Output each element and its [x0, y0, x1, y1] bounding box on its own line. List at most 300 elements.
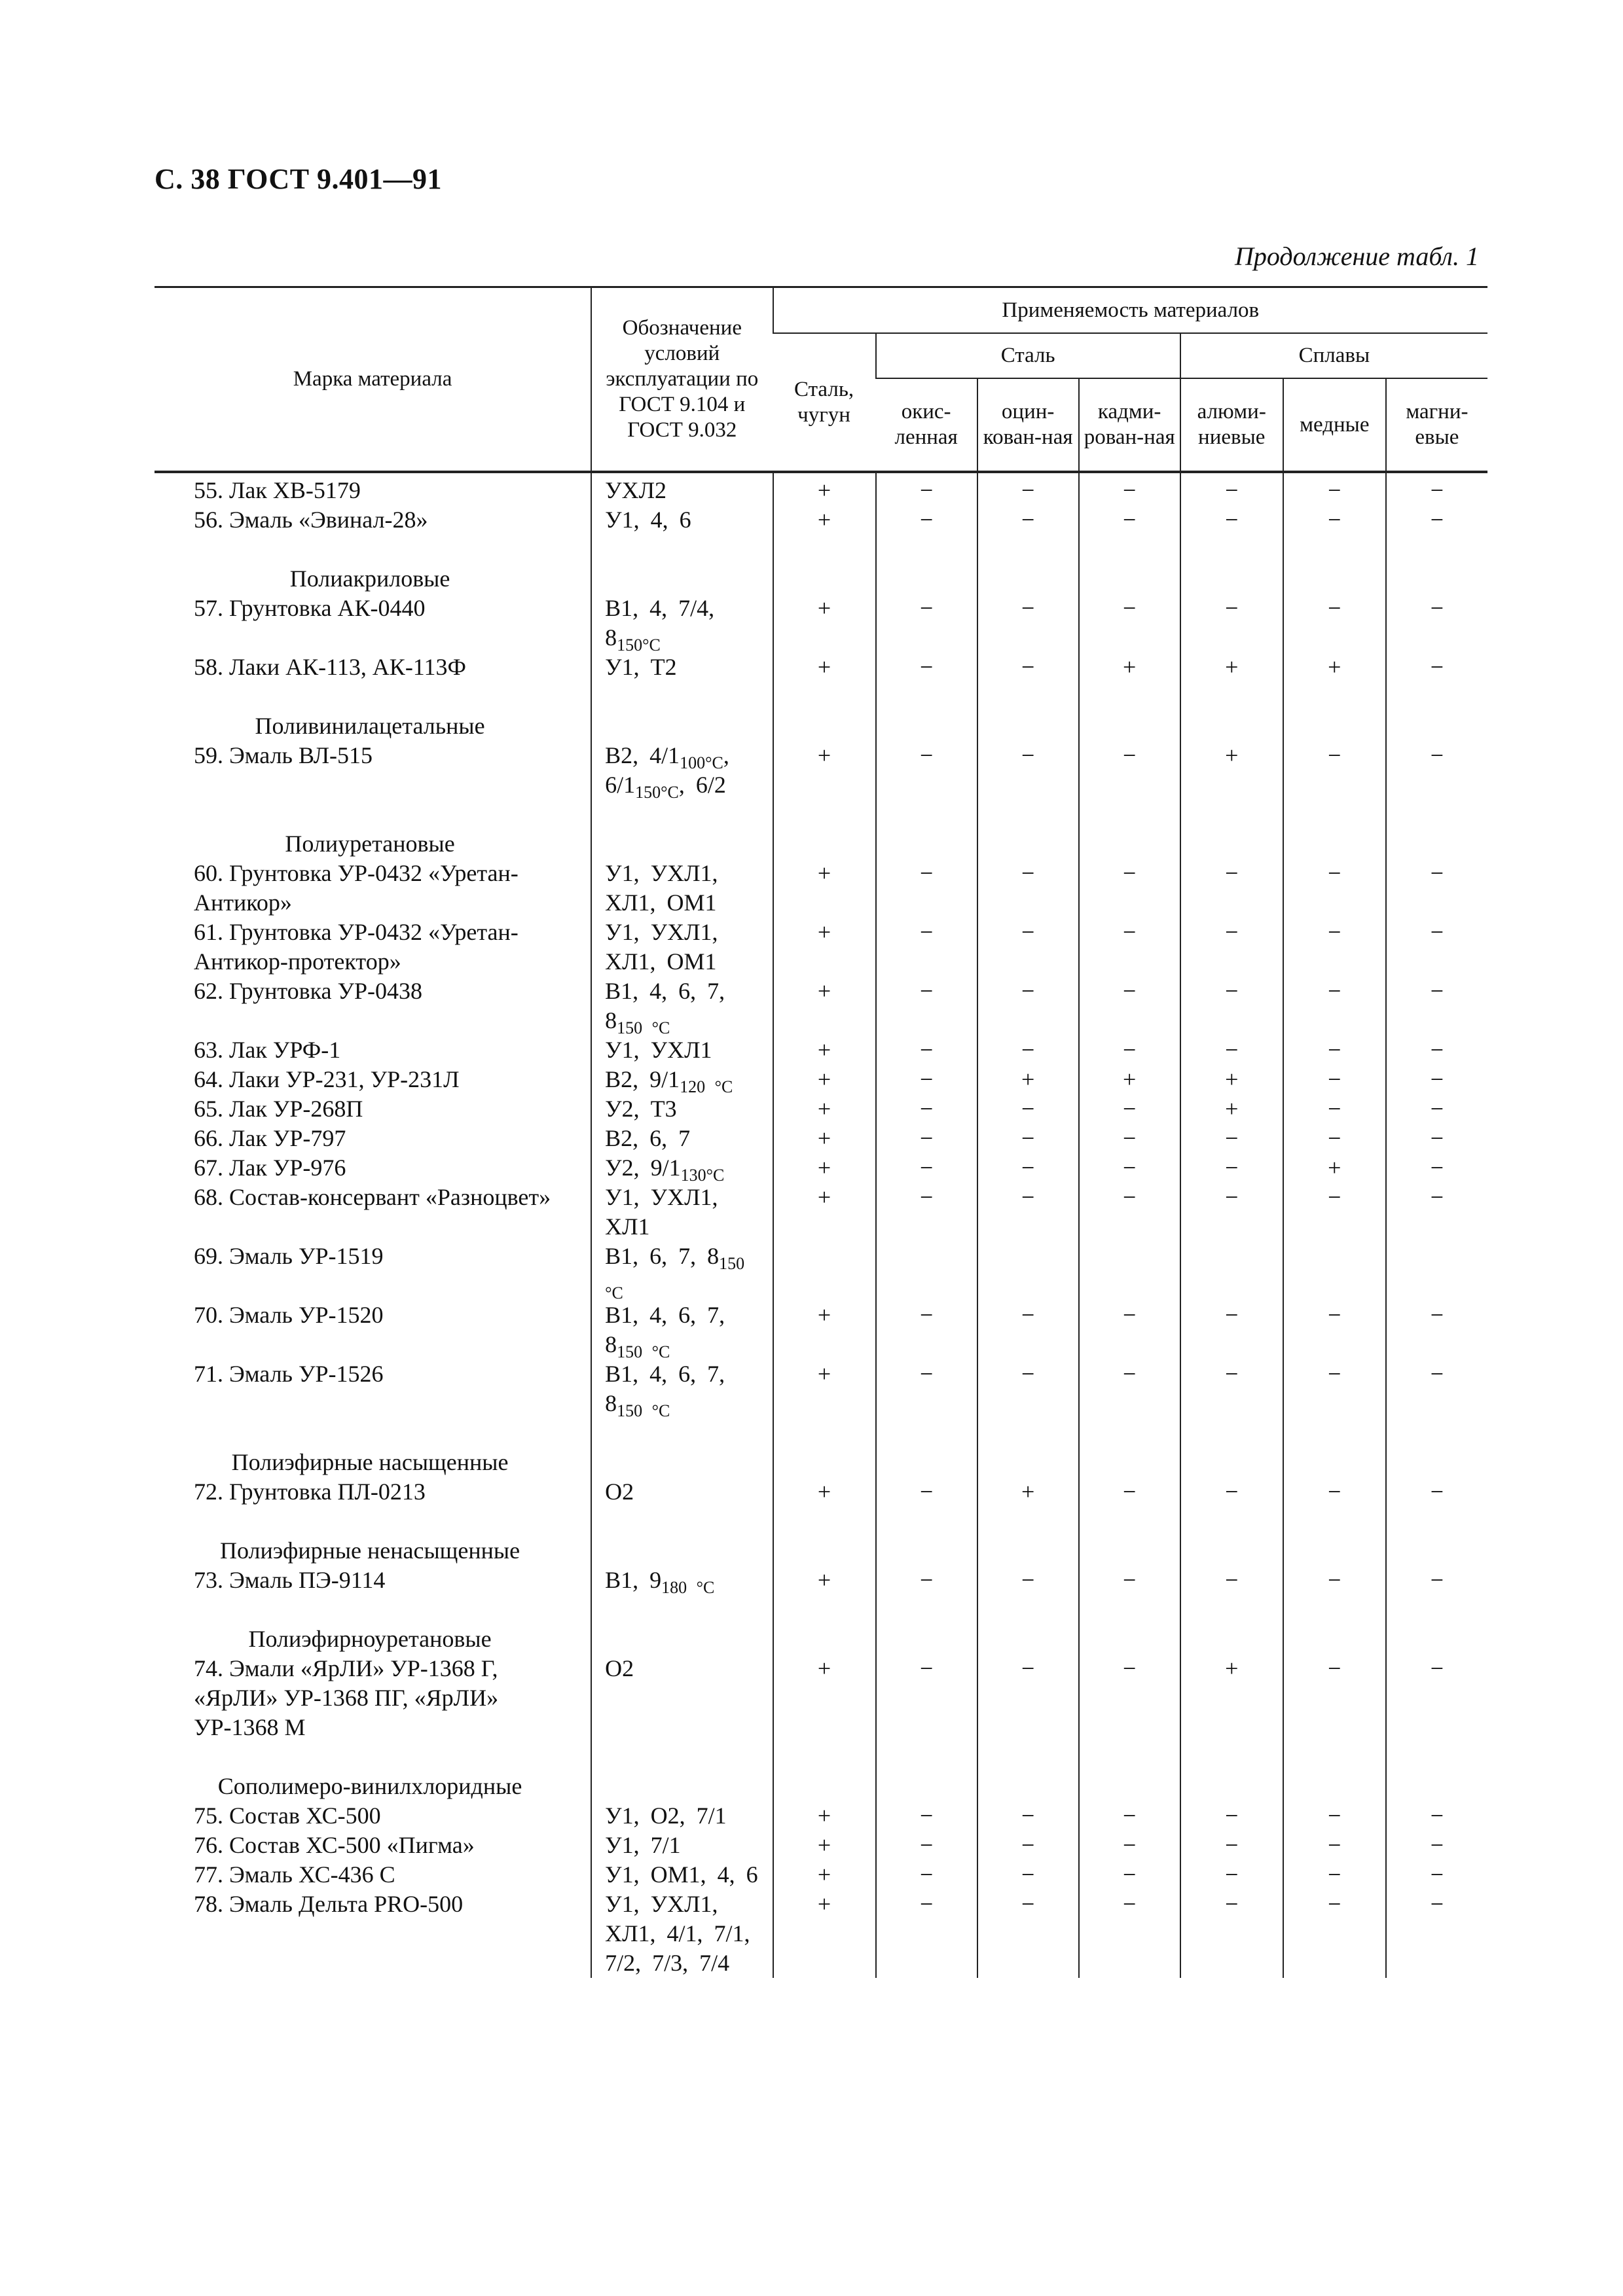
applicability-mark: −	[876, 1300, 977, 1359]
condition-subscript: 120 °C	[680, 1077, 733, 1096]
group-title: Поливинилацетальные	[255, 713, 485, 739]
condition-subscript: 150 °C	[617, 1342, 670, 1361]
applicability-mark: +	[1180, 741, 1283, 800]
applicability-mark	[773, 1242, 876, 1300]
applicability-mark: −	[977, 1300, 1079, 1359]
applicability-mark: −	[1180, 1831, 1283, 1860]
applicability-mark: −	[977, 918, 1079, 977]
applicability-mark: +	[773, 1801, 876, 1831]
applicability-mark: −	[1386, 1477, 1487, 1507]
conditions-cell	[591, 1477, 773, 1507]
applicability-mark: +	[1283, 653, 1386, 682]
material-name: 70. Эмаль УР-1520	[194, 1302, 384, 1328]
applicability-mark: −	[1386, 1065, 1487, 1094]
applicability-mark: −	[977, 1801, 1079, 1831]
material-name: 61. Грунтовка УР-0432 «Уретан-Антикор-протектор»	[194, 919, 519, 975]
applicability-mark: −	[1079, 1831, 1180, 1860]
applicability-mark: −	[1386, 1153, 1487, 1183]
applicability-mark: +	[773, 1566, 876, 1595]
applicability-mark: −	[876, 1890, 977, 1978]
table-row	[155, 1035, 1487, 1065]
applicability-mark: −	[1079, 1654, 1180, 1742]
applicability-mark: +	[773, 1831, 876, 1860]
spacer-row	[155, 800, 1487, 829]
conditions-cell	[591, 1242, 773, 1300]
applicability-mark: −	[1386, 918, 1487, 977]
applicability-mark: −	[1079, 859, 1180, 918]
applicability-mark: −	[977, 1831, 1079, 1860]
material-name: 77. Эмаль ХС-436 С	[194, 1861, 395, 1888]
table-row	[155, 1831, 1487, 1860]
applicability-mark: −	[1386, 1183, 1487, 1242]
col-steel-iron-header: Сталь, чугун	[773, 333, 876, 471]
condition-text: О2	[605, 1479, 634, 1505]
spacer-row	[155, 1418, 1487, 1448]
condition-text: У1, Т2	[605, 654, 677, 680]
applicability-mark: −	[1283, 977, 1386, 1035]
applicability-mark: −	[876, 977, 977, 1035]
applicability-mark: −	[1386, 505, 1487, 535]
applicability-mark: −	[1283, 1183, 1386, 1242]
spacer-row	[155, 1595, 1487, 1624]
applicability-mark: −	[1386, 1094, 1487, 1124]
group-title: Полиэфирные ненасыщенные	[220, 1537, 520, 1564]
table-row	[155, 476, 1487, 505]
table-row	[155, 1153, 1487, 1183]
applicability-mark: −	[876, 1654, 977, 1742]
applicability-mark: −	[1079, 1359, 1180, 1418]
conditions-cell	[591, 918, 773, 977]
applicability-mark: −	[1079, 1300, 1180, 1359]
applicability-mark: +	[773, 476, 876, 505]
condition-text: У1, УХЛ1	[605, 1037, 712, 1063]
condition-text: В2, 6, 7	[605, 1125, 691, 1151]
applicability-mark: −	[1180, 1300, 1283, 1359]
applicability-mark: −	[1283, 859, 1386, 918]
applicability-mark: +	[773, 977, 876, 1035]
applicability-mark	[1283, 1242, 1386, 1300]
table-row	[155, 1801, 1487, 1831]
applicability-mark: −	[1283, 741, 1386, 800]
applicability-mark: +	[977, 1065, 1079, 1094]
conditions-cell	[591, 1654, 773, 1742]
applicability-mark: −	[1386, 741, 1487, 800]
applicability-mark: −	[977, 594, 1079, 653]
applicability-mark: −	[1386, 1124, 1487, 1153]
group-title: Полиэфирноуретановые	[248, 1626, 492, 1652]
applicability-mark: −	[1180, 1801, 1283, 1831]
applicability-mark: −	[876, 505, 977, 535]
group-row	[155, 1448, 1487, 1477]
applicability-mark: −	[1079, 1153, 1180, 1183]
materials-table	[155, 286, 1487, 1978]
condition-subscript: 150°C	[617, 636, 661, 655]
applicability-mark: −	[1283, 918, 1386, 977]
table-continuation-note: Продолжение табл. 1	[1234, 242, 1479, 271]
material-name: 55. Лак ХВ-5179	[194, 477, 361, 503]
material-name: 69. Эмаль УР-1519	[194, 1243, 384, 1269]
conditions-cell	[591, 1065, 773, 1094]
conditions-cell	[591, 505, 773, 535]
spacer-row	[155, 682, 1487, 711]
applicability-mark: −	[977, 505, 1079, 535]
condition-text: В1, 4, 6, 7, 8	[605, 1302, 725, 1357]
applicability-mark: −	[876, 1035, 977, 1065]
table-row	[155, 505, 1487, 535]
material-name: 73. Эмаль ПЭ-9114	[194, 1567, 386, 1593]
condition-text: В1, 4, 6, 7, 8	[605, 1361, 725, 1416]
applicability-mark: −	[1079, 1566, 1180, 1595]
applicability-mark: −	[876, 653, 977, 682]
applicability-mark: −	[876, 1153, 977, 1183]
applicability-mark: −	[977, 1890, 1079, 1978]
applicability-mark: −	[1283, 1359, 1386, 1418]
applicability-mark: +	[773, 1153, 876, 1183]
conditions-cell	[591, 1153, 773, 1183]
applicability-mark: +	[773, 1477, 876, 1507]
condition-subscript: 150 °C	[617, 1401, 670, 1420]
applicability-mark: −	[1180, 476, 1283, 505]
material-name: 72. Грунтовка ПЛ-0213	[194, 1479, 426, 1505]
applicability-mark: −	[876, 1801, 977, 1831]
applicability-mark: −	[1386, 1654, 1487, 1742]
condition-subscript: 130°C	[680, 1166, 725, 1185]
applicability-mark: −	[1079, 1860, 1180, 1890]
table-row	[155, 1654, 1487, 1742]
condition-text: У2, 9/1	[605, 1155, 681, 1181]
group-title: Полиакриловые	[289, 565, 450, 592]
group-row	[155, 1772, 1487, 1801]
col-aluminum-header: алюми-ниевые	[1180, 378, 1283, 471]
applicability-mark: +	[1079, 653, 1180, 682]
table-row	[155, 1124, 1487, 1153]
conditions-cell	[591, 741, 773, 800]
group-row	[155, 564, 1487, 594]
material-name: 78. Эмаль Дельта PRO-500	[194, 1891, 464, 1917]
applicability-mark: −	[1180, 1035, 1283, 1065]
applicability-mark: −	[1283, 1654, 1386, 1742]
applicability-mark: −	[1283, 1890, 1386, 1978]
conditions-cell	[591, 1566, 773, 1595]
applicability-mark: +	[773, 1094, 876, 1124]
applicability-mark: +	[1079, 1065, 1180, 1094]
applicability-mark: −	[876, 1477, 977, 1507]
applicability-mark: −	[1386, 1035, 1487, 1065]
table-row	[155, 594, 1487, 653]
condition-text: У1, ОМ1, 4, 6	[605, 1861, 758, 1888]
condition-text: У1, УХЛ1, ХЛ1, ОМ1	[605, 919, 718, 975]
condition-text: УХЛ2	[605, 477, 666, 503]
col-magnesium-header: магни-евые	[1386, 378, 1487, 471]
applicability-mark: −	[977, 1860, 1079, 1890]
condition-subscript: 100°C	[680, 753, 723, 772]
applicability-mark: −	[1180, 1566, 1283, 1595]
condition-text: В2, 4/1	[605, 742, 680, 768]
conditions-cell	[591, 653, 773, 682]
applicability-mark: −	[1283, 594, 1386, 653]
group-title: Сополимеро-винилхлоридные	[217, 1773, 522, 1799]
applicability-mark: −	[1386, 1359, 1487, 1418]
table-row	[155, 741, 1487, 800]
applicability-mark: −	[876, 741, 977, 800]
applicability-mark: −	[1180, 1359, 1283, 1418]
applicability-mark: −	[876, 1860, 977, 1890]
applicability-mark: −	[1283, 1300, 1386, 1359]
applicability-mark: −	[977, 977, 1079, 1035]
applicability-mark: +	[773, 1183, 876, 1242]
table-row	[155, 1477, 1487, 1507]
table-row	[155, 653, 1487, 682]
condition-text: В1, 9	[605, 1567, 662, 1593]
applicability-mark: −	[876, 1831, 977, 1860]
applicability-mark: −	[1079, 476, 1180, 505]
applicability-mark: +	[773, 1035, 876, 1065]
applicability-mark: −	[1180, 505, 1283, 535]
conditions-cell	[591, 977, 773, 1035]
col-copper-header: медные	[1283, 378, 1386, 471]
spacer-row	[155, 535, 1487, 564]
condition-text: У1, УХЛ1, ХЛ1	[605, 1184, 718, 1240]
applicability-mark: −	[1386, 1801, 1487, 1831]
condition-text: У1, О2, 7/1	[605, 1803, 727, 1829]
applicability-mark: +	[1283, 1153, 1386, 1183]
col-steel-group-header: Сталь	[876, 333, 1180, 378]
applicability-mark: −	[1180, 1124, 1283, 1153]
table-row	[155, 1566, 1487, 1595]
applicability-mark: −	[1283, 1124, 1386, 1153]
applicability-mark: −	[977, 1183, 1079, 1242]
applicability-mark: +	[1180, 1065, 1283, 1094]
applicability-mark: +	[773, 1300, 876, 1359]
group-title: Полиэфирные насыщенные	[231, 1449, 509, 1475]
applicability-mark: −	[1386, 1566, 1487, 1595]
col-material-header: Марка материала	[155, 287, 591, 472]
group-row	[155, 829, 1487, 859]
table-body	[155, 476, 1487, 1978]
applicability-mark: −	[1283, 505, 1386, 535]
table-row	[155, 918, 1487, 977]
applicability-mark: +	[977, 1477, 1079, 1507]
applicability-mark: −	[1180, 1890, 1283, 1978]
applicability-mark: −	[1079, 1477, 1180, 1507]
applicability-mark: +	[773, 1890, 876, 1978]
applicability-mark: −	[1386, 1860, 1487, 1890]
applicability-mark: −	[1283, 1094, 1386, 1124]
applicability-mark: −	[977, 1124, 1079, 1153]
condition-text: В1, 4, 7/4, 8	[605, 595, 715, 651]
applicability-mark: −	[1283, 476, 1386, 505]
applicability-mark: −	[876, 1566, 977, 1595]
applicability-mark: −	[1180, 977, 1283, 1035]
page-header: С. 38 ГОСТ 9.401—91	[155, 163, 443, 195]
applicability-mark: −	[977, 1153, 1079, 1183]
conditions-cell	[591, 594, 773, 653]
spacer-row	[155, 1507, 1487, 1536]
applicability-mark: −	[1079, 505, 1180, 535]
applicability-mark: +	[773, 594, 876, 653]
material-name: 66. Лак УР-797	[194, 1125, 346, 1151]
conditions-cell	[591, 1359, 773, 1418]
material-name: 75. Состав ХС-500	[194, 1803, 381, 1829]
conditions-cell	[591, 1860, 773, 1890]
applicability-mark: −	[876, 1183, 977, 1242]
applicability-mark: +	[773, 1065, 876, 1094]
applicability-mark: +	[773, 505, 876, 535]
table-row	[155, 1065, 1487, 1094]
applicability-mark: −	[1079, 1124, 1180, 1153]
material-name: 67. Лак УР-976	[194, 1155, 346, 1181]
applicability-mark: −	[1079, 1094, 1180, 1124]
applicability-mark: −	[876, 859, 977, 918]
material-name: 74. Эмали «ЯрЛИ» УР-1368 Г, «ЯрЛИ» УР-1368 ПГ, «ЯрЛИ» УР-1368 М	[194, 1655, 499, 1740]
applicability-mark: −	[977, 1035, 1079, 1065]
table-row	[155, 1300, 1487, 1359]
condition-subscript: 150 °C	[617, 1018, 670, 1037]
group-row	[155, 1624, 1487, 1654]
col-conditions-header: Обозначение условий эксплуатации по ГОСТ 9.104 и ГОСТ 9.032	[591, 287, 773, 472]
conditions-cell	[591, 859, 773, 918]
condition-text: У1, УХЛ1, ХЛ1, 4/1, 7/1, 7/2, 7/3, 7/4	[605, 1891, 750, 1976]
conditions-cell	[591, 476, 773, 505]
condition-text: У1, 7/1	[605, 1832, 681, 1858]
applicability-mark: −	[1180, 1477, 1283, 1507]
applicability-mark: −	[1079, 1035, 1180, 1065]
applicability-mark: −	[1386, 653, 1487, 682]
conditions-cell	[591, 1094, 773, 1124]
applicability-mark: −	[1079, 594, 1180, 653]
applicability-mark: −	[876, 476, 977, 505]
applicability-mark: −	[1079, 1183, 1180, 1242]
applicability-mark: −	[1283, 1566, 1386, 1595]
conditions-cell	[591, 1831, 773, 1860]
col-applicability-header: Применяемость материалов	[773, 287, 1487, 334]
applicability-mark: +	[1180, 1094, 1283, 1124]
applicability-mark: +	[773, 1359, 876, 1418]
applicability-mark: −	[1386, 594, 1487, 653]
applicability-mark: −	[977, 1359, 1079, 1418]
condition-text: У2, Т3	[605, 1096, 677, 1122]
applicability-mark	[1079, 1242, 1180, 1300]
applicability-mark: +	[773, 918, 876, 977]
applicability-mark: −	[1386, 859, 1487, 918]
applicability-mark: −	[977, 741, 1079, 800]
applicability-mark: −	[1283, 1860, 1386, 1890]
conditions-cell	[591, 1300, 773, 1359]
condition-text: В1, 6, 7, 8	[605, 1243, 720, 1269]
condition-text: У1, УХЛ1, ХЛ1, ОМ1	[605, 860, 718, 916]
applicability-mark: −	[1386, 1831, 1487, 1860]
applicability-mark	[876, 1242, 977, 1300]
table-row	[155, 1890, 1487, 1978]
applicability-mark: −	[1386, 977, 1487, 1035]
col-alloys-group-header: Сплавы	[1180, 333, 1487, 378]
applicability-mark: −	[1180, 1860, 1283, 1890]
applicability-mark: −	[1180, 859, 1283, 918]
conditions-cell	[591, 1801, 773, 1831]
applicability-mark: −	[1180, 594, 1283, 653]
applicability-mark: −	[1079, 741, 1180, 800]
condition-text: , 6/2	[678, 772, 726, 798]
applicability-mark: −	[977, 476, 1079, 505]
applicability-mark: −	[876, 594, 977, 653]
condition-text: О2	[605, 1655, 634, 1681]
applicability-mark: −	[876, 1359, 977, 1418]
applicability-mark: +	[773, 1654, 876, 1742]
applicability-mark: −	[1386, 1300, 1487, 1359]
material-name: 64. Лаки УР-231, УР-231Л	[194, 1066, 460, 1092]
applicability-mark: −	[1180, 918, 1283, 977]
applicability-mark: −	[1386, 476, 1487, 505]
table-row	[155, 1094, 1487, 1124]
table-row	[155, 977, 1487, 1035]
group-row	[155, 711, 1487, 741]
material-name: 58. Лаки АК-113, АК-113Ф	[194, 654, 466, 680]
conditions-cell	[591, 1183, 773, 1242]
condition-subscript: 180 °C	[661, 1578, 715, 1597]
applicability-mark: −	[977, 1566, 1079, 1595]
conditions-cell	[591, 1890, 773, 1978]
material-name: 57. Грунтовка АК-0440	[194, 595, 426, 621]
condition-text: В1, 4, 6, 7, 8	[605, 978, 725, 1033]
applicability-mark: −	[876, 1065, 977, 1094]
applicability-mark: +	[773, 859, 876, 918]
material-name: 63. Лак УРФ-1	[194, 1037, 341, 1063]
table-row	[155, 1860, 1487, 1890]
material-name: 68. Состав-консервант «Разноцвет»	[194, 1184, 551, 1210]
applicability-mark: −	[977, 1654, 1079, 1742]
conditions-cell	[591, 1035, 773, 1065]
condition-text: , 6/1	[605, 742, 729, 798]
spacer-row	[155, 1742, 1487, 1772]
applicability-mark: −	[1180, 1153, 1283, 1183]
applicability-mark	[977, 1242, 1079, 1300]
applicability-mark	[1180, 1242, 1283, 1300]
table-row	[155, 859, 1487, 918]
applicability-mark: +	[773, 741, 876, 800]
applicability-mark: −	[876, 1124, 977, 1153]
condition-text: У1, 4, 6	[605, 507, 691, 533]
material-name: 59. Эмаль ВЛ-515	[194, 742, 373, 768]
col-cadmium-header: кадми-рован-ная	[1079, 378, 1180, 471]
applicability-mark: −	[1386, 1890, 1487, 1978]
conditions-cell	[591, 1124, 773, 1153]
applicability-mark: −	[1079, 977, 1180, 1035]
material-name: 62. Грунтовка УР-0438	[194, 978, 423, 1004]
applicability-mark: −	[1079, 1801, 1180, 1831]
material-name: 60. Грунтовка УР-0432 «Уретан-Антикор»	[194, 860, 519, 916]
material-name: 71. Эмаль УР-1526	[194, 1361, 384, 1387]
group-row	[155, 1536, 1487, 1566]
applicability-mark: +	[1180, 653, 1283, 682]
applicability-mark: −	[1283, 1477, 1386, 1507]
applicability-mark	[1386, 1242, 1487, 1300]
applicability-mark: −	[1283, 1801, 1386, 1831]
applicability-mark: +	[773, 653, 876, 682]
col-galvanized-header: оцин-кован-ная	[977, 378, 1079, 471]
applicability-mark: −	[977, 1094, 1079, 1124]
table-row	[155, 1242, 1487, 1300]
table-row	[155, 1359, 1487, 1418]
applicability-mark: −	[977, 859, 1079, 918]
material-name: 56. Эмаль «Эвинал-28»	[194, 507, 428, 533]
applicability-mark: −	[1283, 1035, 1386, 1065]
applicability-mark: −	[876, 918, 977, 977]
condition-subscript: 150 °C	[605, 1254, 745, 1302]
condition-subscript: 150°C	[635, 783, 679, 802]
applicability-mark: +	[773, 1860, 876, 1890]
applicability-mark: −	[1180, 1183, 1283, 1242]
applicability-mark: +	[1180, 1654, 1283, 1742]
